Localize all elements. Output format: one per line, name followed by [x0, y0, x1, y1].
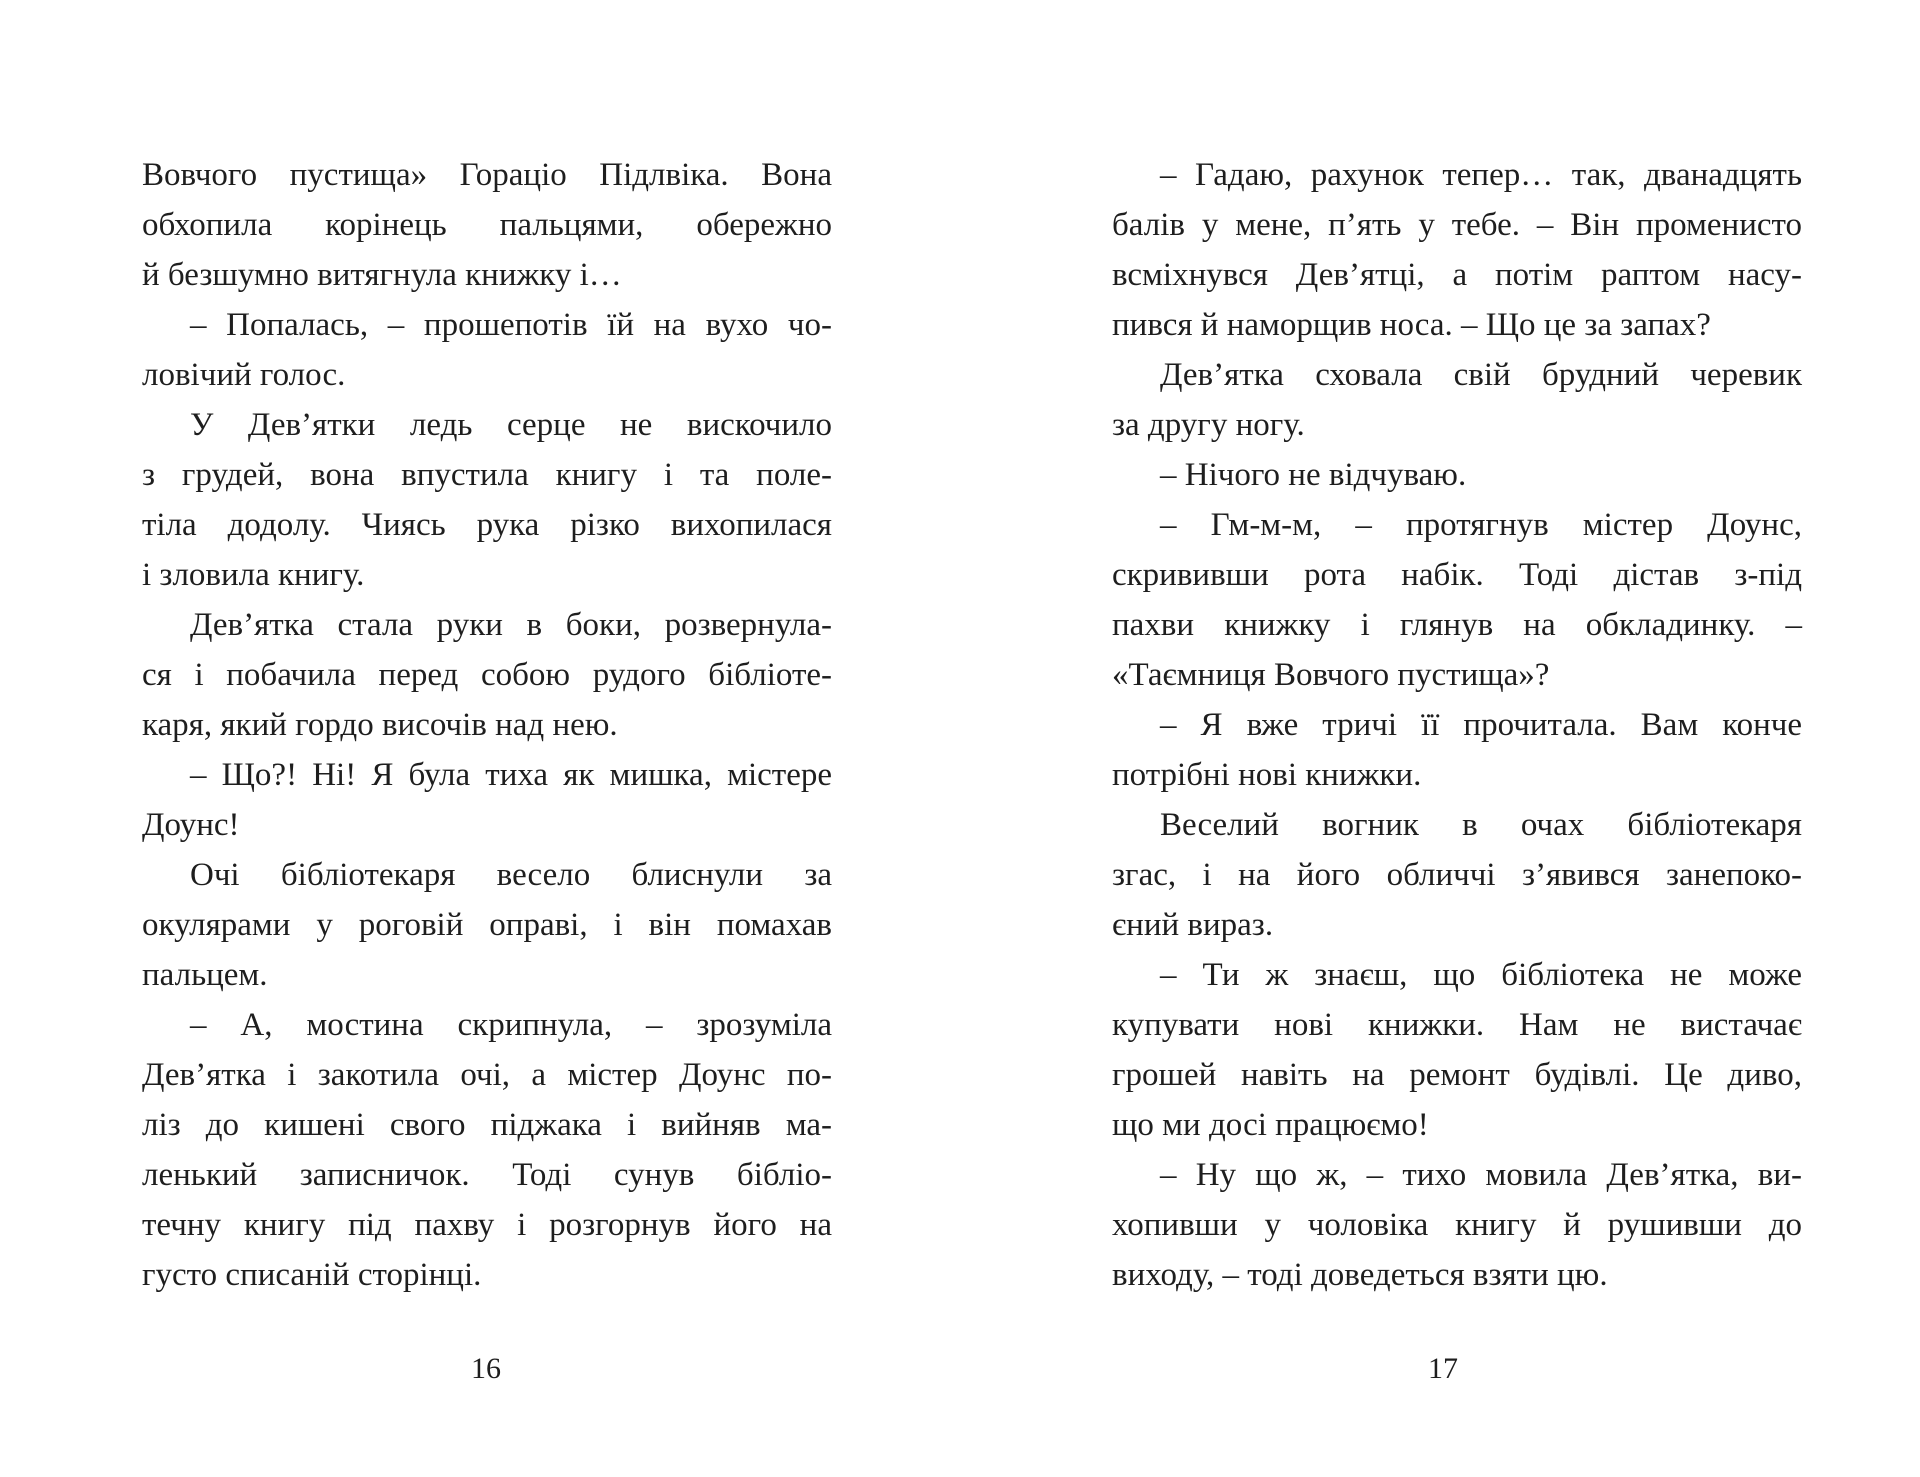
text-line: хопивши у чоловіка книгу й рушивши до: [1112, 1207, 1802, 1243]
text-line: ся і побачила перед собою рудого бібліоте-: [142, 657, 832, 693]
text-line: тіла додолу. Чиясь рука різко вихопилася: [142, 507, 832, 543]
text-line: окулярами у роговій оправі, і він помахав: [142, 907, 832, 943]
text-line: – Попалась, – прошепотів їй на вухо чо-: [190, 307, 832, 343]
text-line: й безшумно витягнула книжку і…: [142, 257, 622, 293]
text-line: Дев’ятка сховала свій брудний черевик: [1160, 357, 1802, 393]
text-line: обхопила корінець пальцями, обережно: [142, 207, 832, 243]
text-line: Доунс!: [142, 807, 240, 843]
text-line: – Ну що ж, – тихо мовила Дев’ятка, ви-: [1160, 1157, 1802, 1193]
text-line: купувати нові книжки. Нам не вистачає: [1112, 1007, 1802, 1043]
text-line: що ми досі працюємо!: [1112, 1107, 1429, 1143]
text-line: – А, мостина скрипнула, – зрозуміла: [190, 1007, 832, 1043]
text-line: Дев’ятка стала руки в боки, розвернула-: [190, 607, 832, 643]
text-line: Веселий вогник в очах бібліотекаря: [1160, 807, 1802, 843]
text-line: – Ти ж знаєш, що бібліотека не може: [1160, 957, 1802, 993]
text-line: – Я вже тричі її прочитала. Вам конче: [1160, 707, 1802, 743]
text-line: за другу ногу.: [1112, 407, 1305, 443]
text-line: «Таємниця Вовчого пустища»?: [1112, 657, 1550, 693]
text-line: виходу, – тоді доведеться взяти цю.: [1112, 1257, 1608, 1293]
text-line: потрібні нові книжки.: [1112, 757, 1422, 793]
text-line: каря, який гордо височів над нею.: [142, 707, 618, 743]
left-page-number: 16: [471, 1352, 501, 1385]
text-line: – Гм-м-м, – протягнув містер Доунс,: [1160, 507, 1802, 543]
text-line: течну книгу під пахву і розгорнув його на: [142, 1207, 832, 1243]
left-page-text: [142, 150, 832, 1300]
text-line: скрививши рота набік. Тоді дістав з-під: [1112, 557, 1802, 593]
text-line: густо списаній сторінці.: [142, 1257, 482, 1293]
text-line: – Гадаю, рахунок тепер… так, дванадцять: [1160, 157, 1802, 193]
text-line: всміхнувся Дев’ятці, а потім раптом насу-: [1112, 257, 1802, 293]
text-line: ліз до кишені свого піджака і вийняв ма-: [142, 1107, 832, 1143]
text-line: Дев’ятка і закотила очі, а містер Доунс по-: [142, 1057, 832, 1093]
text-line: згас, і на його обличчі з’явився занепоко-: [1112, 857, 1802, 893]
text-line: Вовчого пустища» Гораціо Підлвіка. Вона: [142, 157, 832, 193]
text-line: Очі бібліотекаря весело блиснули за: [190, 857, 832, 893]
text-line: грошей навіть на ремонт будівлі. Це диво,: [1112, 1057, 1802, 1093]
text-line: – Нічого не відчуваю.: [1160, 457, 1467, 493]
text-line: балів у мене, п’ять у тебе. – Він променисто: [1112, 207, 1802, 243]
right-page-number: 17: [1428, 1352, 1458, 1385]
left-page: [142, 150, 832, 1300]
text-line: єний вираз.: [1112, 907, 1274, 943]
text-line: з грудей, вона впустила книгу і та поле-: [142, 457, 832, 493]
text-line: пальцем.: [142, 957, 268, 993]
text-line: – Що?! Ні! Я була тиха як мишка, містере: [190, 757, 832, 793]
text-line: пився й наморщив носа. – Що це за запах?: [1112, 307, 1711, 343]
text-line: ловічий голос.: [142, 357, 346, 393]
text-line: пахви книжку і глянув на обкладинку. –: [1112, 607, 1802, 643]
text-line: і зловила книгу.: [142, 557, 365, 593]
right-page-text: [1112, 150, 1802, 1300]
text-line: У Дев’ятки ледь серце не вискочило: [190, 407, 832, 443]
text-line: ленький записничок. Тоді сунув бібліо-: [142, 1157, 832, 1193]
right-page: [1112, 150, 1802, 1300]
